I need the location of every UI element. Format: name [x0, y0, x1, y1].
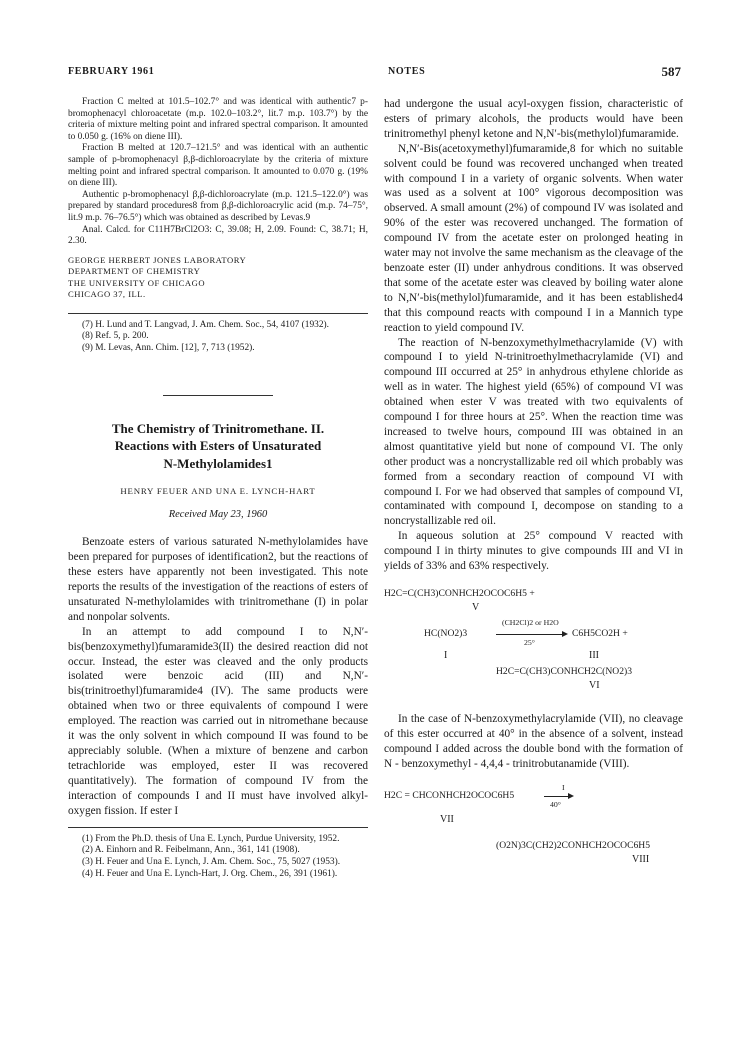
article-separator	[163, 395, 273, 396]
left-column	[68, 97, 368, 880]
reaction-scheme-1	[384, 584, 683, 704]
authors: HENRY FEUER AND UNA E. LYNCH-HART	[120, 486, 316, 497]
reactant-v: H2C=C(CH3)CONHCH2OCOC6H5 +	[384, 588, 535, 599]
paragraph-authentic: Authentic p-bromophenacyl β,β-dichloroacrylate (m.p. 121.5–122.0°) was prepared by standard procedures8 from β,β-dichloroacrylic acid (m.p. 74–75°, lit.9 m.p. 76–76.5°) which was obtained as described by Levas.9	[68, 189, 368, 223]
running-head	[0, 66, 745, 80]
paragraph-fraction-c: Fraction C melted at 101.5–102.7° and was identical with authentic7 p-bromophenacyl chloroacetate (m.p. 102.0–103.2°, lit.7 m.p. 103.7°) by the criteria of mixture melting point and infrared spectral comparison. It amounted to 0.050 g. (16% on diene III).	[68, 97, 368, 142]
reaction-arrow	[496, 634, 564, 635]
address-line: DEPARTMENT OF CHEMISTRY	[68, 266, 201, 277]
address-line: GEORGE HERBERT JONES LABORATORY	[68, 254, 247, 265]
running-head-date: FEBRUARY 1961	[68, 66, 155, 77]
paragraph-fraction-b: Fraction B melted at 120.7–121.5° and was identical with an authentic sample of p-bromophenacyl β,β-dichloroacrylate by the criteria of mixture melting point and infrared spectral comparison. It amounted to 0.070 g. (19% on diene III).	[68, 143, 368, 189]
article-title-line: N-Methylolamides1	[163, 455, 273, 471]
body-paragraph: In an attempt to add compound I to N,N′-bis(benzoxymethyl)fumaramide3(II) the desired reaction did not occur. Instead, the ester was cleaved and the only products isolated were benzoic acid (III) and N,N′-bis(trinitroethyl)fumaramide4 (IV). The same products were obtained when two or three equivalents of compound I were employed. The reaction was carried out in nitromethane because it was the only solvent in which compound II was found to be appreciably soluble. (When a mixture of benzene and carbon tetrachloride was employed, ester II was recovered quantitatively). The formation of compound IV from the interaction of compounds I and II must have involved alkyl-oxygen fission. If ester I	[68, 625, 368, 817]
body-paragraph: N,N′-Bis(acetoxymethyl)fumaramide,8 for which no suitable solvent could be found was recovered unchanged when treated with compound I in a variety of organic solvents. When water was used as a solvent at 100° vigorous decomposition was observed. A small amount (2%) of compound IV was isolated and 90% of the ester was recovered unchanged. The formation of compound IV from the acetate ester on prolonged heating in water may not involve the same mechanism as the cleavage of the benzoate ester (II) under anhydrous conditions. It was observed that some of the acetate ester was cleaved by boiling water alone to N,N′-bis(methylol)fumaramide, and it has been established4 that this compound reacts with compound I in a Mannich type reaction to yield compound IV.	[384, 142, 683, 334]
address-line: CHICAGO 37, ILL.	[68, 289, 146, 300]
label-vii: VII	[440, 813, 454, 825]
footnote: (8) Ref. 5, p. 200.	[82, 331, 149, 342]
reactant-vii: H2C = CHCONHCH2OCOC6H5	[384, 789, 515, 801]
reaction-arrow	[544, 796, 570, 797]
scheme1-conditions-top: (CH2Cl)2 or H2O	[502, 618, 559, 627]
reactant-i: HC(NO2)3	[424, 628, 468, 639]
scheme1-conditions-bottom: 25°	[524, 638, 535, 647]
page-number: 587	[661, 64, 681, 79]
footnote: (9) M. Levas, Ann. Chim. [12], 7, 713 (1952).	[82, 343, 255, 354]
previous-article-end	[68, 97, 368, 248]
article-body-right-continued	[384, 712, 683, 772]
address-line: THE UNIVERSITY OF CHICAGO	[68, 277, 206, 288]
label-vi: VI	[589, 680, 600, 691]
scheme2-conditions-top: I	[562, 782, 565, 792]
article-body-right	[384, 97, 683, 574]
footnote: (3) H. Feuer and Una E. Lynch, J. Am. Chem. Soc., 75, 5027 (1953).	[82, 856, 341, 867]
body-paragraph: had undergone the usual acyl-oxygen fission, characteristic of esters of primary alcohols, the products would have been trinitromethyl phenyl ketone and N,N′-bis(methylol)fumaramide.	[384, 98, 683, 140]
product-viii: (O2N)3C(CH2)2CONHCH2OCOC6H5	[496, 839, 651, 851]
body-paragraph: In the case of N-benzoxymethylacrylamide (VII), no cleavage of this ester occurred at 40° in the absence of a solvent, instead compound I added across the double bond with the formation of N - benzoxymethyl - 4,4,4 - trinitrobutanamide (VIII).	[384, 713, 683, 770]
footnote: (7) H. Lund and T. Langvad, J. Am. Chem. Soc., 54, 4107 (1932).	[82, 319, 330, 330]
product-iii: C6H5CO2H +	[572, 628, 628, 639]
label-i: I	[444, 650, 448, 661]
previous-footnotes	[68, 320, 368, 355]
arrow-head-icon	[562, 631, 568, 637]
label-v: V	[472, 602, 480, 613]
footnote-divider	[68, 313, 368, 314]
right-column	[384, 97, 683, 880]
running-head-section: NOTES	[388, 66, 426, 77]
received-date: Received May 23, 1960	[168, 509, 268, 521]
footnote-divider	[68, 827, 368, 828]
scheme2-conditions-bottom: 40°	[550, 799, 561, 809]
product-vi: H2C=C(CH3)CONHCH2C(NO2)3	[496, 666, 632, 677]
body-paragraph: Benzoate esters of various saturated N-methylolamides have been prepared for purposes of identification2, but the reactions of these esters have apparently not been investigated. This note reports the results of the investigation of the reactions of esters of unsaturated N-methylolamides with trinitromethane (I) in polar and nonpolar solvents.	[68, 536, 368, 623]
body-paragraph: The reaction of N-benzoxymethylmethacrylamide (V) with compound I to yield N-trinitroethylmethacrylamide (VI) and compound III occurred at 25° in anhydrous ethylene chloride as well as in water. The highest yield (65%) of compound VI was obtained when ester V was treated with two equivalents of compound I for three hours at 25°. When the reaction time was increased to twelve hours, compound III was obtained in an almost quantitative yield but none of compound VI. The only other product was a noncrystallizable red oil which probably was formed from a secondary reaction of compound VI with compound I. For we had observed that samples of compound VI, contaminated with compound I, decompose on standing to a noncrystallizable red oil.	[384, 336, 683, 528]
footnote: (1) From the Ph.D. thesis of Una E. Lynch, Purdue University, 1952.	[82, 833, 340, 844]
arrow-head-icon	[568, 793, 574, 799]
reaction-scheme-2	[384, 784, 683, 880]
article-title-line: The Chemistry of Trinitromethane. II.	[111, 420, 325, 436]
article-footnotes	[68, 834, 368, 881]
footnote: (4) H. Feuer and Una E. Lynch-Hart, J. Org. Chem., 26, 391 (1961).	[82, 868, 338, 879]
body-paragraph: In aqueous solution at 25° compound V reacted with compound I in thirty minutes to give compounds III and VI in yields of 33% and 63% respectively.	[384, 530, 683, 573]
label-iii: III	[589, 650, 599, 661]
article-title-line: Reactions with Esters of Unsaturated	[114, 438, 322, 454]
paragraph-analysis: Anal. Calcd. for C11H7BrCl2O3: C, 39.08; H, 2.09. Found: C, 38.71; H, 2.30.	[68, 224, 368, 247]
article-header	[68, 420, 368, 521]
article-body-left	[68, 535, 368, 818]
institution-address	[68, 255, 368, 301]
footnote: (2) A. Einhorn and R. Feibelmann, Ann., 361, 141 (1908).	[82, 845, 300, 856]
label-viii: VIII	[632, 853, 650, 865]
